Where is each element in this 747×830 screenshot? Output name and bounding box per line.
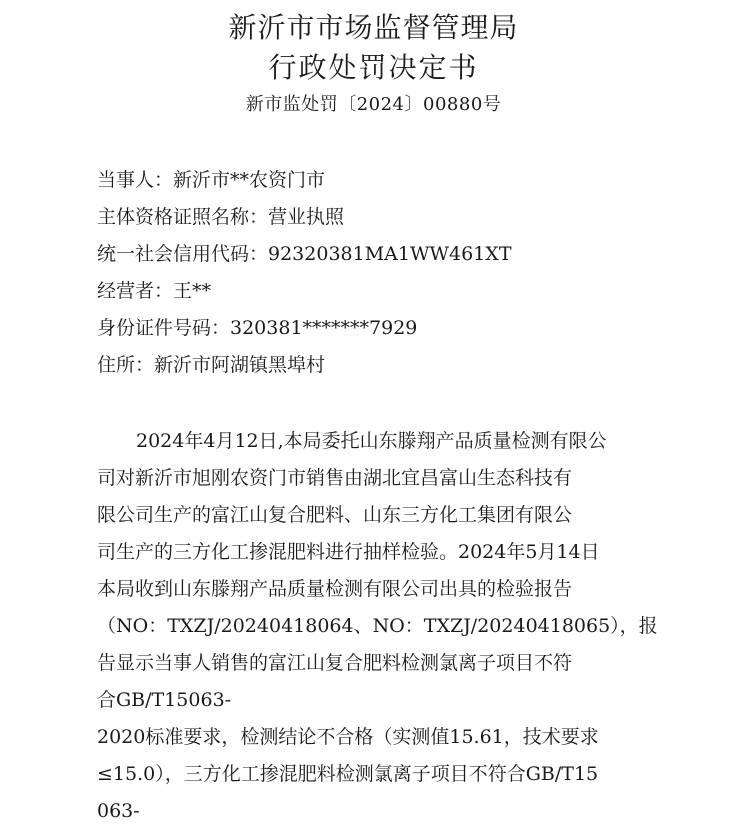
party-name: 当事人：新沂市**农资门市 bbox=[97, 169, 326, 191]
body-line: （NO：TXZJ/20240418064、NO：TXZJ/20240418065），报 bbox=[97, 615, 658, 637]
document-number: 新市监处罚〔2024〕00880号 bbox=[245, 94, 502, 115]
id-number: 身份证件号码：320381*******7929 bbox=[97, 317, 418, 339]
body-line: 2024年4月12日,本局委托山东滕翔产品质量检测有限公 bbox=[136, 430, 607, 452]
address: 住所：新沂市阿湖镇黑埠村 bbox=[97, 354, 326, 376]
license-type: 主体资格证照名称：营业执照 bbox=[97, 206, 345, 228]
document-title: 行政处罚决定书 bbox=[268, 51, 479, 84]
issuing-authority: 新沂市市场监督管理局 bbox=[228, 11, 519, 44]
body-line: 限公司生产的富江山复合肥料、山东三方化工集团有限公 bbox=[97, 504, 573, 526]
body-line: 司生产的三方化工掺混肥料进行抽样检验。2024年5月14日 bbox=[97, 541, 600, 563]
body-line: 2020标准要求，检测结论不合格（实测值15.61，技术要求 bbox=[97, 726, 599, 748]
body-line: 063- bbox=[97, 800, 140, 822]
operator: 经营者：王** bbox=[97, 280, 212, 302]
body-line: 告显示当事人销售的富江山复合肥料检测氯离子项目不符 bbox=[97, 652, 573, 674]
body-line: 司对新沂市旭刚农资门市销售由湖北宜昌富山生态科技有 bbox=[97, 467, 573, 489]
body-line: 合GB/T15063- bbox=[97, 689, 232, 711]
body-line: 本局收到山东滕翔产品质量检测有限公司出具的检验报告 bbox=[97, 578, 573, 600]
body-line: ≤15.0），三方化工掺混肥料检测氯离子项目不符合GB/T15 bbox=[97, 763, 599, 785]
credit-code: 统一社会信用代码：92320381MA1WW461XT bbox=[97, 243, 512, 265]
